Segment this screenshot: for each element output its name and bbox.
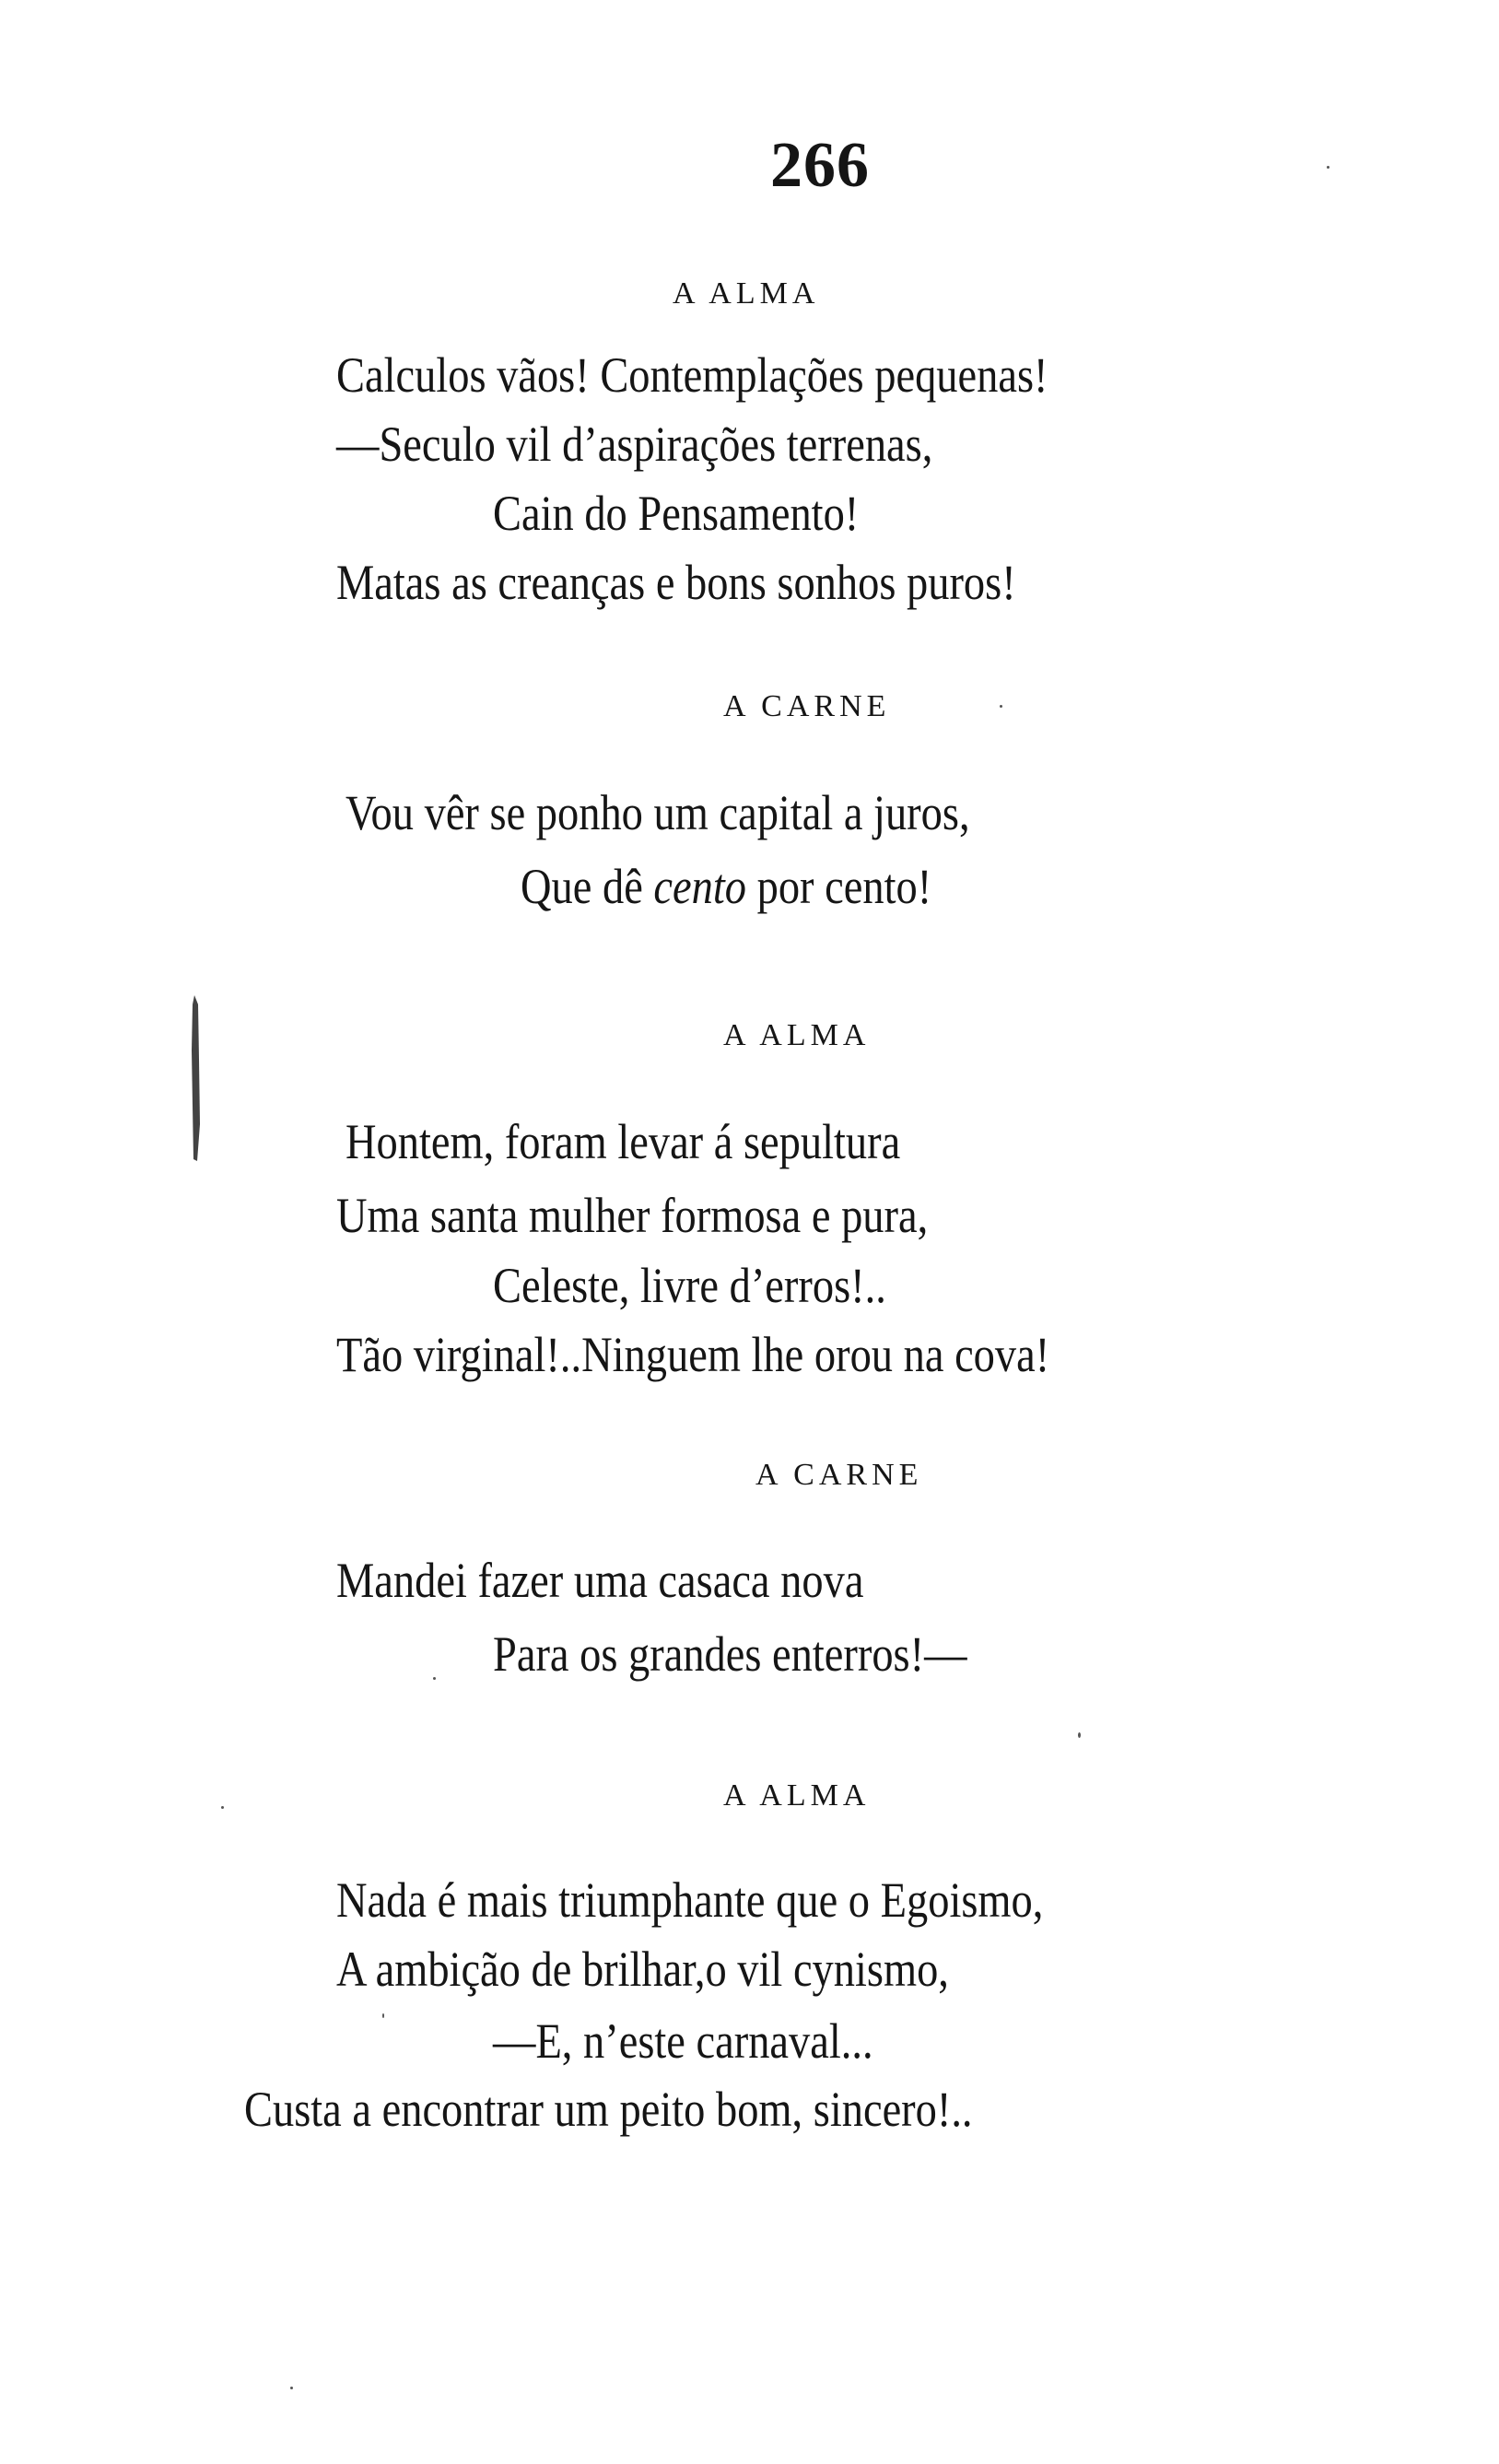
speaker-label: A ALMA <box>673 276 820 311</box>
verse-text: por cento! <box>746 859 932 914</box>
verse-line: Custa a encontrar um peito bom, sincero!.. <box>244 2082 973 2137</box>
paper-speck <box>1327 166 1329 169</box>
verse-line: Nada é mais triumphante que o Egoismo, <box>336 1872 1044 1928</box>
verse-line: Matas as creanças e bons sonhos puros! <box>336 555 1016 610</box>
paper-speck <box>1000 705 1002 708</box>
italic-word: cento <box>653 859 747 914</box>
verse-line: —E, n’este carnaval... <box>493 2013 873 2069</box>
paper-speck <box>1078 1732 1081 1738</box>
verse-line: —Seculo vil d’aspirações terrenas, <box>336 417 933 472</box>
verse-line: Mandei fazer uma casaca nova <box>336 1553 864 1608</box>
speaker-label: A CARNE <box>723 689 891 723</box>
verse-line: Calculos vãos! Contemplações pequenas! <box>336 347 1048 403</box>
page-number: 266 <box>770 130 870 201</box>
verse-line-with-italic <box>521 859 932 914</box>
paper-speck <box>382 2013 384 2018</box>
verse-line: Uma santa mulher formosa e pura, <box>336 1188 929 1243</box>
verse-line: Cain do Pensamento! <box>493 486 860 541</box>
verse-line: Hontem, foram levar á sepultura <box>345 1114 901 1169</box>
verse-line: Vou vêr se ponho um capital a juros, <box>345 785 970 840</box>
speaker-label: A ALMA <box>723 1018 871 1052</box>
verse-line: A ambição de brilhar,o vil cynismo, <box>336 1942 949 1997</box>
verse-line: Tão virginal!..Ninguem lhe orou na cova! <box>336 1327 1050 1382</box>
speaker-label: A CARNE <box>755 1458 923 1492</box>
speaker-label: A ALMA <box>723 1778 871 1813</box>
paper-speck <box>433 1677 436 1680</box>
binding-shadow-mark <box>189 995 202 1161</box>
paper-speck <box>290 2387 293 2389</box>
verse-line: Celeste, livre d’erros!.. <box>493 1258 886 1313</box>
verse-text: Que dê <box>521 859 654 914</box>
paper-speck <box>221 1806 224 1809</box>
verse-line: Para os grandes enterros!— <box>493 1626 967 1682</box>
